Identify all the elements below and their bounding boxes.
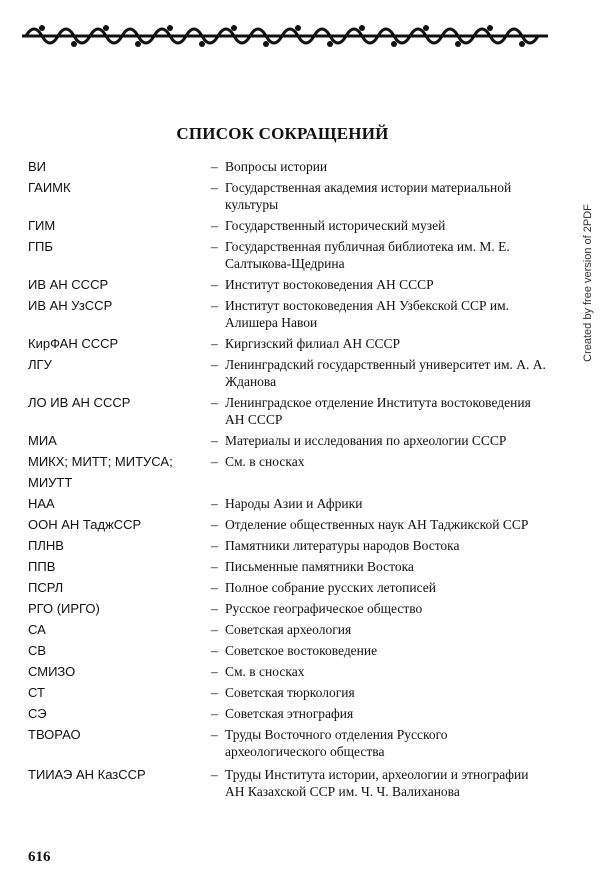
- abbreviation: СМИЗО: [28, 664, 76, 679]
- abbreviation: ИВ АН СССР: [28, 277, 109, 292]
- watermark: Created by free version of 2PDF: [582, 203, 594, 362]
- description: Советское востоковедение: [225, 643, 378, 658]
- description: Материалы и исследования по археологии СССР: [225, 433, 507, 448]
- entry-row: [28, 356, 548, 390]
- description: Полное собрание русских летописей: [225, 580, 436, 595]
- entry-row: [28, 642, 548, 659]
- entry-row: [28, 394, 548, 428]
- description: Советская тюркология: [225, 685, 355, 700]
- dash: –: [211, 277, 218, 292]
- entry-row: [28, 726, 548, 760]
- abbreviation: ООН АН ТаджССР: [28, 517, 142, 532]
- entry-row: [28, 335, 548, 352]
- dash: –: [211, 643, 218, 658]
- entry-row: [28, 432, 548, 449]
- description: Памятники литературы народов Востока: [225, 538, 460, 553]
- entry-row: [28, 579, 548, 596]
- abbreviation: ВИ: [28, 159, 47, 174]
- abbreviation: ЛО ИВ АН СССР: [28, 395, 131, 410]
- dash: –: [211, 727, 218, 742]
- abbreviation: ППВ: [28, 559, 56, 574]
- description: Народы Азии и Африки: [225, 496, 363, 511]
- description: Вопросы истории: [225, 159, 328, 174]
- description: См. в сносках: [225, 664, 305, 679]
- entry-row: [28, 238, 548, 272]
- abbreviation: ИВ АН УзССР: [28, 298, 113, 313]
- dash: –: [211, 180, 218, 195]
- dash: –: [211, 559, 218, 574]
- abbreviation: СА: [28, 622, 46, 637]
- entry-row: [28, 179, 548, 213]
- entry-row: [28, 297, 548, 331]
- entry-row: [28, 705, 548, 722]
- abbreviation: НАА: [28, 496, 55, 511]
- description: Советская этнография: [225, 706, 354, 721]
- description: См. в сносках: [225, 454, 305, 469]
- dash: –: [211, 395, 218, 410]
- dash: –: [211, 159, 218, 174]
- abbreviation: ЛГУ: [28, 357, 52, 372]
- description: Государственная академия истории материальной культуры: [225, 180, 512, 212]
- dash: –: [211, 580, 218, 595]
- description: Русское географическое общество: [225, 601, 423, 616]
- dash: –: [211, 454, 218, 469]
- description: Институт востоковедения АН СССР: [225, 277, 434, 292]
- entry-row: [28, 453, 548, 493]
- abbreviation: МИКХ; МИТТ; МИТУСА; МИУТТ: [28, 454, 173, 490]
- dash: –: [211, 496, 218, 511]
- dash: –: [211, 336, 218, 351]
- description: Государственная публичная библиотека им. М. Е. Салтыкова-Щедрина: [225, 239, 510, 271]
- entry-row: [28, 558, 548, 575]
- page-title: СПИСОК СОКРАЩЕНИЙ: [176, 124, 389, 143]
- abbreviation: ГИМ: [28, 218, 56, 233]
- page-number: 616: [28, 849, 51, 865]
- dash: –: [211, 218, 218, 233]
- entry-row: [28, 766, 548, 800]
- description: Отделение общественных наук АН Таджикской ССР: [225, 517, 529, 532]
- dash: –: [211, 664, 218, 679]
- abbreviation: ГПБ: [28, 239, 53, 254]
- description: Советская археология: [225, 622, 352, 637]
- entry-row: [28, 684, 548, 701]
- abbreviation: ТИИАЭ АН КазССР: [28, 767, 146, 782]
- entry-row: [28, 537, 548, 554]
- dash: –: [211, 433, 218, 448]
- dash: –: [211, 357, 218, 372]
- entry-row: [28, 621, 548, 638]
- entry-row: [28, 600, 548, 617]
- abbreviation: ТВОРАО: [28, 727, 81, 742]
- entry-row: [28, 158, 548, 175]
- abbreviation: СТ: [28, 685, 45, 700]
- description: Институт востоковедения АН Узбекской ССР им. Алишера Навои: [225, 298, 510, 330]
- entry-row: [28, 663, 548, 680]
- description: Труды Института истории, археологии и этнографии АН Казахской ССР им. Ч. Ч. Валиханова: [225, 767, 529, 799]
- abbreviation: ПСРЛ: [28, 580, 64, 595]
- abbreviation: ГАИМК: [28, 180, 71, 195]
- abbreviation-list: [28, 158, 548, 800]
- description: Ленинградское отделение Института востоковедения АН СССР: [225, 395, 531, 427]
- abbreviation: КирФАН СССР: [28, 336, 119, 351]
- dash: –: [211, 517, 218, 532]
- description: Письменные памятники Востока: [225, 559, 414, 574]
- abbreviation: МИА: [28, 433, 57, 448]
- entry-row: [28, 495, 548, 512]
- abbreviation: ПЛНВ: [28, 538, 64, 553]
- description: Государственный исторический музей: [225, 218, 446, 233]
- dash: –: [211, 685, 218, 700]
- dash: –: [211, 706, 218, 721]
- description: Труды Восточного отделения Русского археологического общества: [225, 727, 448, 759]
- dash: –: [211, 767, 218, 782]
- dash: –: [211, 622, 218, 637]
- entry-row: [28, 276, 548, 293]
- dash: –: [211, 298, 218, 313]
- entry-row: [28, 217, 548, 234]
- abbreviation: СВ: [28, 643, 47, 658]
- dash: –: [211, 601, 218, 616]
- header-ornament: [22, 14, 548, 48]
- dash: –: [211, 538, 218, 553]
- entry-row: [28, 516, 548, 533]
- dash: –: [211, 239, 218, 254]
- abbreviation: РГО (ИРГО): [28, 601, 100, 616]
- description: Ленинградский государственный университет им. А. А. Жданова: [225, 357, 546, 389]
- abbreviation: СЭ: [28, 706, 47, 721]
- description: Киргизский филиал АН СССР: [225, 336, 400, 351]
